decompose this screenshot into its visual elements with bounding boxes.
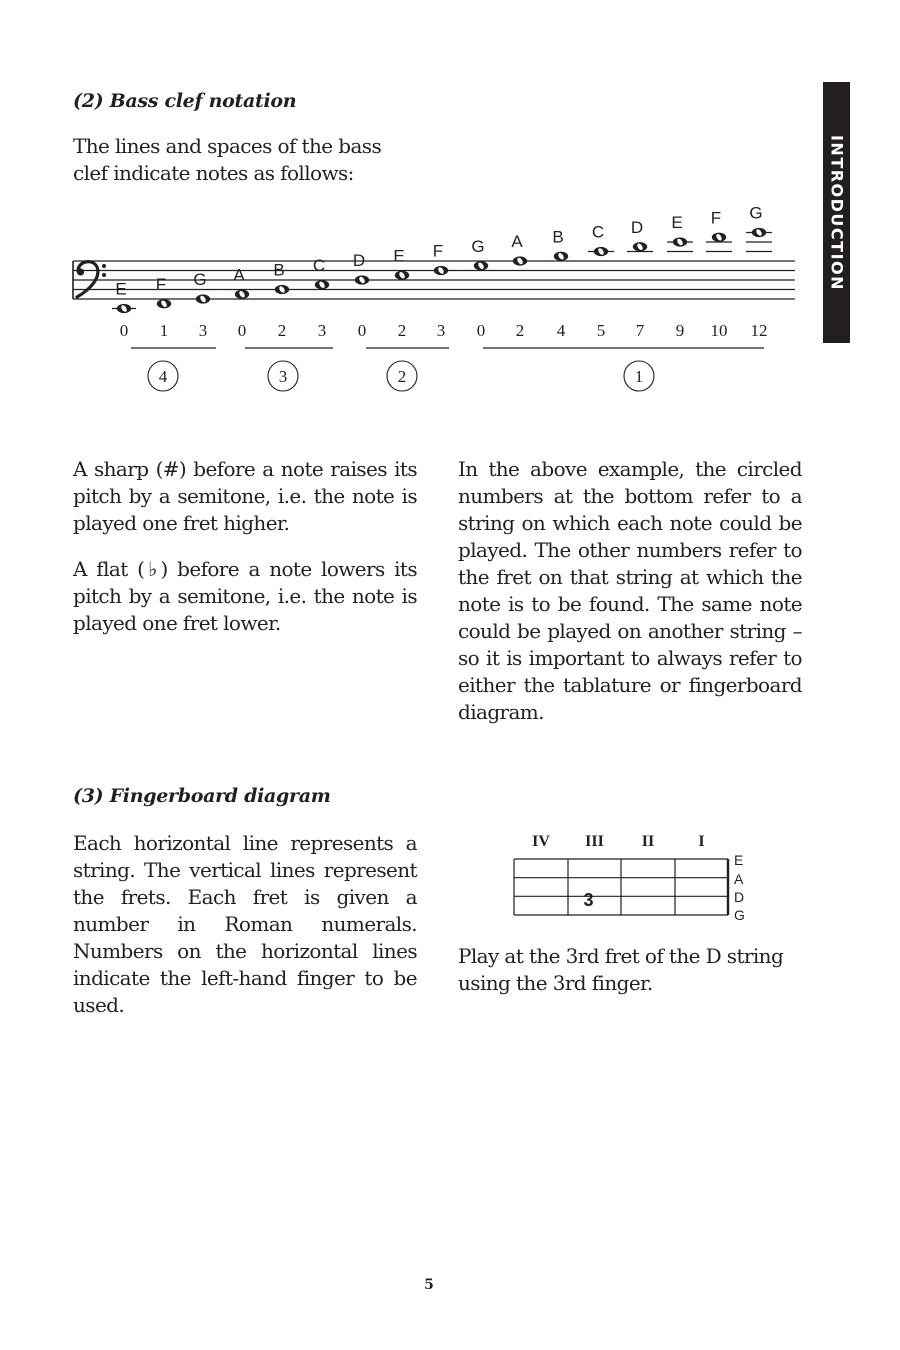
bass-clef-staff-figure (0, 195, 860, 405)
note-name-label: E (115, 279, 127, 299)
fret-number-label: 7 (635, 321, 645, 340)
fret-number-label: 0 (357, 321, 367, 340)
fret-number-label: 10 (710, 321, 728, 340)
string-number-label: 1 (634, 367, 644, 386)
fingerboard-explanation: Each horizontal line represents a string. The vertical lines represent the frets. Each fret is given a number in Roman numerals. Numbers on the horizontal lines indicate the left-hand finger to be used. (73, 831, 417, 1017)
fret-number-label: 0 (476, 321, 486, 340)
bass-clef-curve (77, 262, 98, 297)
fret-number-label: 1 (159, 321, 169, 340)
note-name-label: F (432, 241, 444, 261)
page-number: 5 (424, 1277, 434, 1293)
note-name-label: G (471, 236, 485, 256)
fingerboard-caption: Play at the 3rd fret of the D string using the 3rd finger. (458, 944, 784, 995)
note-name-label: F (710, 208, 722, 228)
note-name-label: F (155, 274, 167, 294)
note-name-label: G (749, 203, 763, 223)
fret-number-label: 3 (436, 321, 446, 340)
note-name-label: C (591, 222, 605, 242)
note-name-label: A (511, 232, 523, 251)
string-letter-label: G (734, 907, 745, 923)
fret-number-label: 0 (237, 321, 247, 340)
fret-number-label: 12 (750, 321, 768, 340)
fret-roman-label: III (585, 833, 604, 850)
bass-clef-intro: The lines and spaces of the bass clef indicate notes as follows: (73, 134, 382, 185)
fret-number-label: 9 (675, 321, 685, 340)
note-name-label: D (630, 217, 644, 237)
sharp-explanation: A sharp (#) before a note raises its pitch by a semitone, i.e. the note is played one fret higher. (73, 457, 417, 535)
fret-number-label: 3 (317, 321, 327, 340)
note-name-label: B (273, 260, 285, 280)
note-name-label: E (671, 213, 683, 232)
note-name-label: E (393, 246, 405, 266)
fret-number-label: 0 (119, 321, 129, 340)
fret-number-label: 3 (198, 321, 208, 340)
string-letter-label: E (734, 852, 744, 868)
fret-number-label: 2 (515, 321, 525, 340)
note-name-label: G (193, 270, 207, 289)
fingerboard-heading: (3) Fingerboard diagram (73, 785, 331, 807)
fret-number-label: 2 (397, 321, 407, 340)
bass-clef-dot (102, 264, 106, 268)
bass-clef-head (77, 268, 84, 275)
string-number-label: 3 (278, 367, 288, 386)
fret-roman-label: I (698, 833, 705, 850)
string-letter-label: D (734, 889, 745, 905)
fingerboard-diagram (500, 825, 760, 925)
flat-explanation: A flat (♭) before a note lowers its pitch by a semitone, i.e. the note is played one fret lower. (73, 557, 417, 635)
bass-clef-symbol (77, 262, 106, 297)
fret-number-label: 2 (277, 321, 287, 340)
note-name-label: D (352, 251, 366, 270)
fret-roman-label: IV (532, 833, 550, 850)
note-name-label: C (312, 255, 326, 275)
note-name-label: B (552, 227, 564, 247)
note-name-label: A (233, 265, 245, 285)
fret-number-label: 4 (556, 321, 566, 340)
fret-number-label: 5 (596, 321, 606, 340)
string-number-label: 4 (158, 367, 168, 386)
bass-clef-heading: (2) Bass clef notation (73, 90, 297, 112)
string-number-label: 2 (397, 367, 407, 386)
example-explanation: In the above example, the circled numbers at the bottom refer to a string on which each note could be played. The other numbers refer to the fret on that string at which the note is to be found. The same note could be played on another string – so it is important to always refer to either the tablature or fingerboard diagram. (458, 457, 802, 724)
fret-roman-label: II (641, 833, 655, 850)
bass-clef-dot (102, 273, 106, 277)
side-tab-label: INTRODUCTION (827, 134, 846, 291)
finger-number-label: 3 (583, 890, 594, 910)
string-letter-label: A (734, 871, 744, 887)
